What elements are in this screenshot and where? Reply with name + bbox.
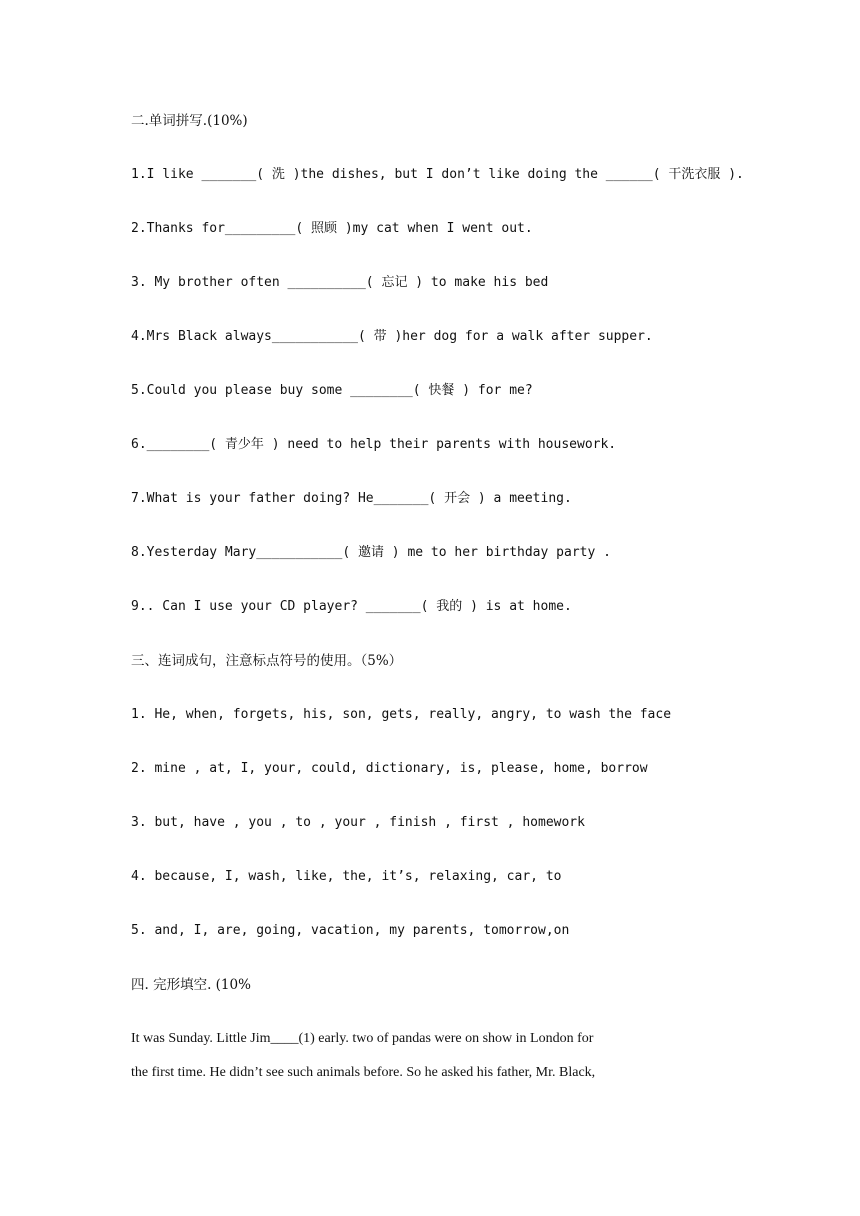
section-2-heading: 二.单词拼写.(10%) xyxy=(131,113,248,129)
section-4-heading: 四. 完形填空. (10% xyxy=(131,977,251,993)
sentence-item-1: 1. He, when, forgets, his, son, gets, really, angry, to wash the face xyxy=(131,707,672,722)
sentence-item-2: 2. mine , at, I, your, could, dictionary, is, please, home, borrow xyxy=(131,761,648,776)
spelling-item-4: 4.Mrs Black always___________( 带 )her dog for a walk after supper. xyxy=(131,329,653,344)
sentence-item-5: 5. and, I, are, going, vacation, my parents, tomorrow,on xyxy=(131,923,570,938)
cloze-paragraph-line-1: It was Sunday. Little Jim____(1) early. two of pandas were on show in London for xyxy=(131,1031,594,1046)
sentence-item-4: 4. because, I, wash, like, the, it’s, relaxing, car, to xyxy=(131,869,562,884)
spelling-item-1: 1.I like _______( 洗 )the dishes, but I don’t like doing the ______( 干洗衣服 ). xyxy=(131,167,744,182)
sentence-item-3: 3. but, have , you , to , your , finish , first , homework xyxy=(131,815,585,830)
spelling-item-6: 6.________( 青少年 ) need to help their parents with housework. xyxy=(131,437,617,452)
spelling-item-7: 7.What is your father doing? He_______( 开会 ) a meeting. xyxy=(131,491,572,506)
cloze-paragraph-line-2: the first time. He didn’t see such animals before. So he asked his father, Mr. Black, xyxy=(131,1065,596,1080)
spelling-item-3: 3. My brother often __________( 忘记 ) to make his bed xyxy=(131,275,549,290)
spelling-item-9: 9.. Can I use your CD player? _______( 我的 ) is at home. xyxy=(131,599,572,614)
spelling-item-8: 8.Yesterday Mary___________( 邀请 ) me to her birthday party . xyxy=(131,545,611,560)
section-3-heading: 三、连词成句，注意标点符号的使用。（5%） xyxy=(131,653,403,669)
spelling-item-5: 5.Could you please buy some ________( 快餐 ) for me? xyxy=(131,383,533,398)
spelling-item-2: 2.Thanks for_________( 照顾 )my cat when I went out. xyxy=(131,221,533,236)
